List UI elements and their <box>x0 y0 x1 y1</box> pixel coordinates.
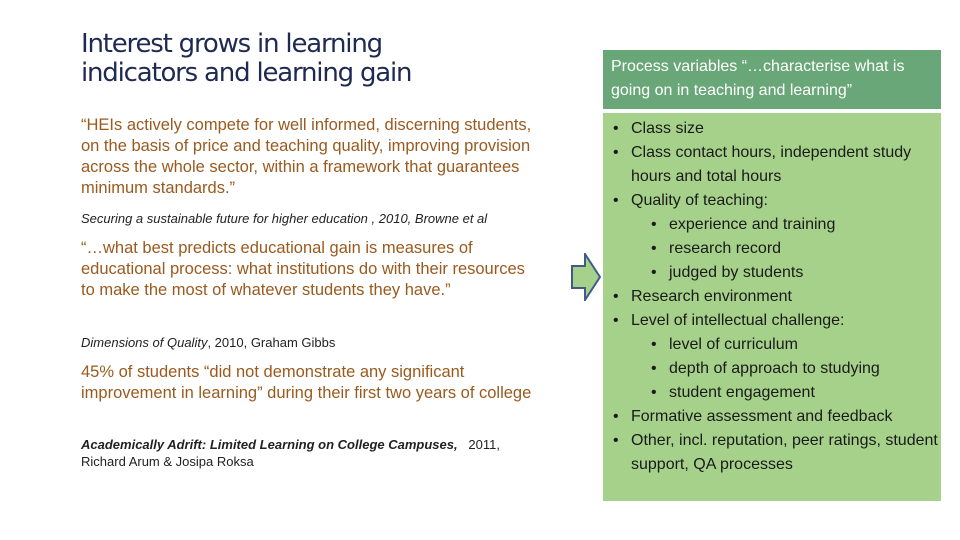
bullet-icon: • <box>613 408 619 425</box>
list-item <box>603 285 941 309</box>
process-variables-list <box>603 117 941 477</box>
bullet-icon: • <box>613 312 619 329</box>
browne-citation <box>81 210 551 227</box>
list-item-label: Level of intellectual challenge: <box>631 312 845 329</box>
sub-list-item <box>603 333 941 357</box>
title-line-1: Interest grows in learning <box>81 29 382 59</box>
list-item-label: Other, incl. reputation, peer ratings, student support, QA processes <box>631 432 938 473</box>
bullet-icon: • <box>651 216 657 233</box>
slide-title <box>81 30 551 88</box>
gibbs-citation <box>81 334 551 351</box>
gibbs-citation-work: Dimensions of Quality <box>81 335 208 350</box>
list-item <box>603 189 941 213</box>
bullet-icon: • <box>651 264 657 281</box>
sub-list-item <box>603 237 941 261</box>
list-item-label: Research environment <box>631 288 792 305</box>
process-variables-header: Process variables “…characterise what is going on in teaching and learning” <box>603 50 941 109</box>
sub-list-item <box>603 381 941 405</box>
bullet-icon: • <box>613 432 619 449</box>
arum-quote: 45% of students “did not demonstrate any significant improvement in learning” during their first two years of college <box>81 363 532 402</box>
bullet-icon: • <box>613 120 619 137</box>
list-item <box>603 405 941 429</box>
bullet-icon: • <box>651 360 657 377</box>
list-item <box>603 117 941 141</box>
bullet-icon: • <box>651 336 657 353</box>
list-item-label: depth of approach to studying <box>669 360 880 377</box>
gibbs-quote: “…what best predicts educational gain is measures of educational process: what institutions do with their resources to make the most of whatever students they have.” <box>81 239 525 299</box>
list-item-label: experience and training <box>669 216 836 233</box>
bullet-icon: • <box>613 192 619 209</box>
browne-citation-work: Securing a sustainable future for higher education <box>81 211 368 226</box>
bullet-icon: • <box>651 384 657 401</box>
sub-list-item <box>603 261 941 285</box>
process-variables-list-box <box>603 113 941 501</box>
sub-list-item <box>603 213 941 237</box>
sub-list-item <box>603 357 941 381</box>
list-item <box>603 141 941 189</box>
title-line-2: indicators and learning gain <box>81 58 412 88</box>
list-item-label: judged by students <box>669 264 804 281</box>
list-item <box>603 309 941 333</box>
arum-citation-work: Academically Adrift: Limited Learning on College Campuses, <box>81 437 458 452</box>
browne-citation-rest: , 2010, Browne et al <box>367 211 488 226</box>
bullet-icon: • <box>613 144 619 161</box>
list-item-label: level of curriculum <box>669 336 798 353</box>
browne-quote: “HEIs actively compete for well informed, discerning students, on the basis of price and teaching quality, improving provision across the whole sector, within a framework that guarantees minimum standards.” <box>81 116 532 197</box>
arum-citation-authors: Richard Arum & Josipa Roksa <box>81 454 254 469</box>
list-item-label: research record <box>669 240 782 257</box>
arum-citation <box>81 436 551 470</box>
bullet-icon: • <box>613 288 619 305</box>
right-arrow-icon <box>571 253 601 301</box>
list-item-label: Class size <box>631 120 704 137</box>
list-item-label: Quality of teaching: <box>631 192 768 209</box>
list-item-label: Formative assessment and feedback <box>631 408 893 425</box>
arum-citation-year: 2011, <box>457 437 500 452</box>
list-item <box>603 429 941 477</box>
list-item-label: student engagement <box>669 384 815 401</box>
list-item-label: Class contact hours, independent study hours and total hours <box>631 144 912 185</box>
gibbs-citation-rest: , 2010, Graham Gibbs <box>207 335 336 350</box>
bullet-icon: • <box>651 240 657 257</box>
